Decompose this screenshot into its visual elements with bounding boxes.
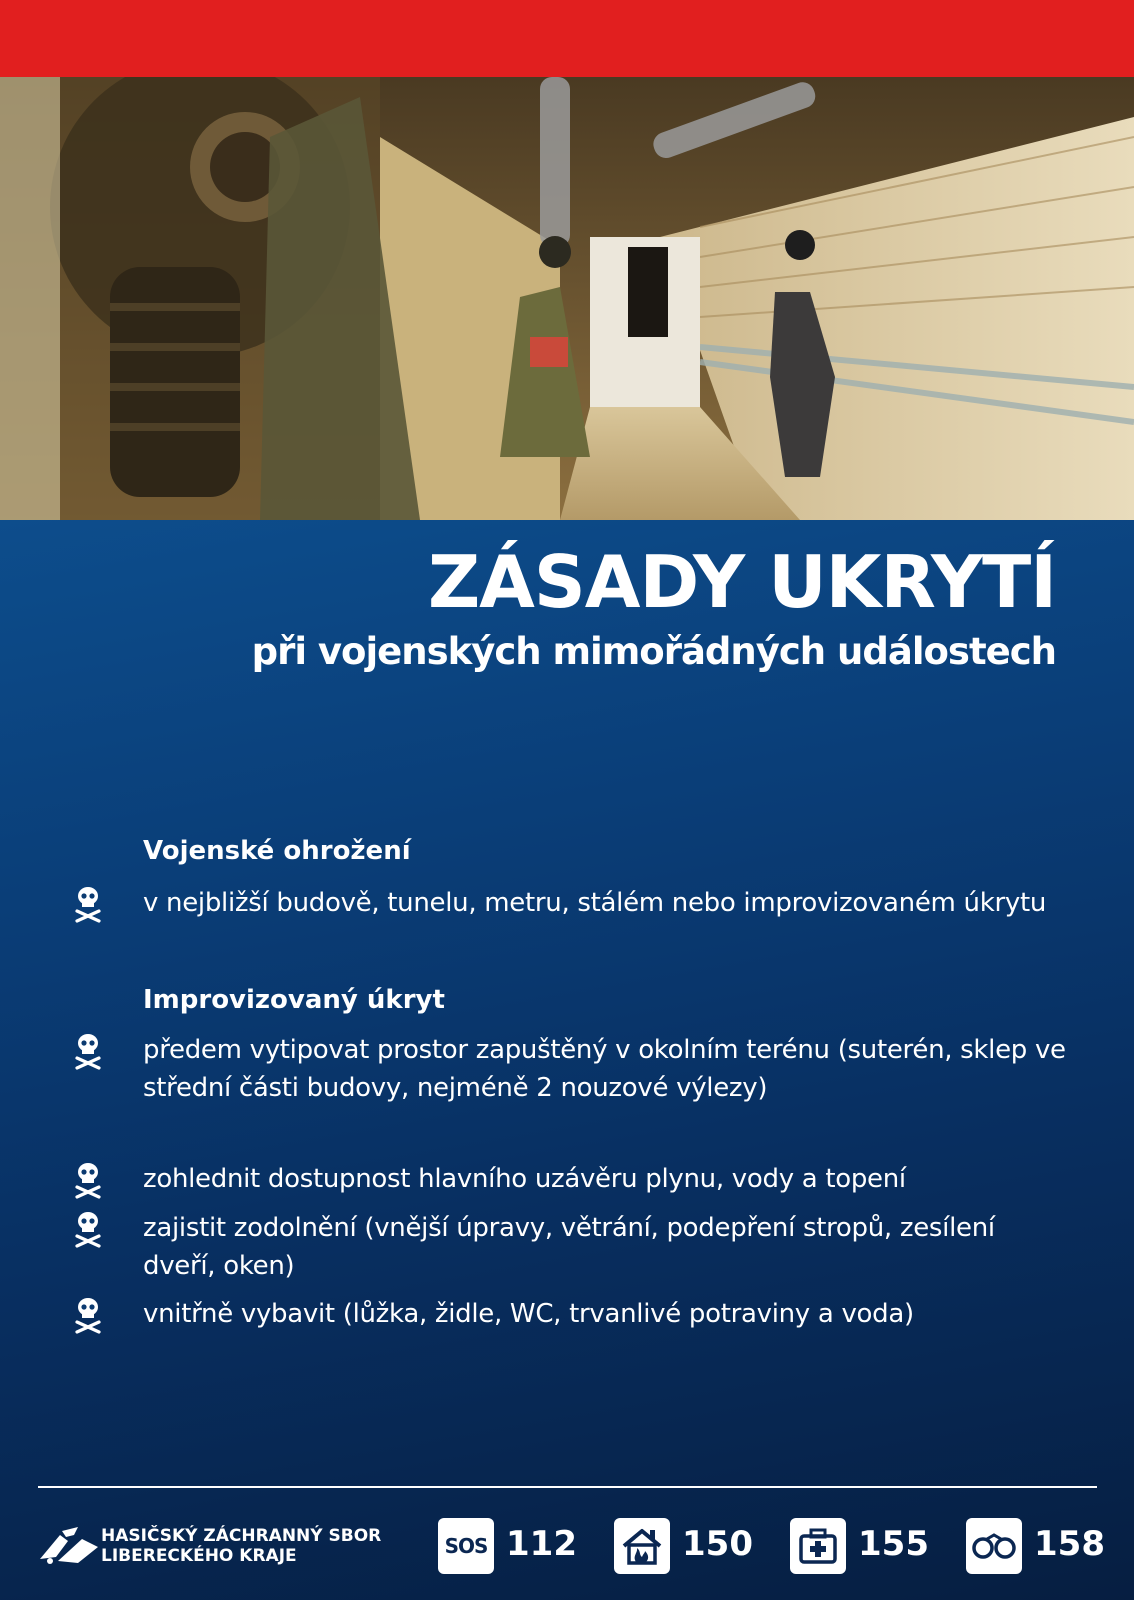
sos-icon: SOS — [438, 1518, 494, 1574]
emergency-number-158: 158 — [1034, 1524, 1105, 1564]
page-title: ZÁSADY UKRYTÍ — [427, 540, 1056, 624]
section-heading-military-threat: Vojenské ohrožení — [143, 836, 411, 866]
organization-name — [101, 1526, 381, 1566]
skull-crossbones-icon — [74, 1033, 102, 1071]
list-item-text: vnitřně vybavit (lůžka, židle, WC, trvanlivé potraviny a voda) — [143, 1299, 914, 1329]
fire-rescue-logo-icon — [38, 1525, 102, 1565]
list-item-text: v nejbližší budově, tunelu, metru, stálém nebo improvizovaném úkrytu — [143, 888, 1047, 918]
fire-house-icon — [614, 1518, 670, 1574]
handcuffs-icon — [966, 1518, 1022, 1574]
list-item-text: zajistit zodolnění (vnější úpravy, větrání, podepření stropů, zesílení dveří, oken) — [143, 1213, 995, 1281]
list-item-text: zohlednit dostupnost hlavního uzávěru plynu, vody a topení — [143, 1164, 906, 1194]
page-subtitle: při vojenských mimořádných událostech — [251, 630, 1056, 673]
skull-crossbones-icon — [74, 886, 102, 924]
first-aid-kit-icon — [790, 1518, 846, 1574]
list-item-text: předem vytipovat prostor zapuštěný v okolním terénu (suterén, sklep ve střední části budovy, nejméně 2 nouzové výlezy) — [143, 1035, 1066, 1103]
footer-divider — [38, 1486, 1097, 1488]
skull-crossbones-icon — [74, 1162, 102, 1200]
org-line-2: LIBERECKÉHO KRAJE — [101, 1546, 297, 1566]
top-red-bar — [0, 0, 1134, 77]
skull-crossbones-icon — [74, 1211, 102, 1249]
emergency-number-112: 112 — [506, 1524, 577, 1564]
section-heading-improvised-shelter: Improvizovaný úkryt — [143, 985, 445, 1015]
emergency-number-150: 150 — [682, 1524, 753, 1564]
emergency-number-155: 155 — [858, 1524, 929, 1564]
org-line-1: HASIČSKÝ ZÁCHRANNÝ SBOR — [101, 1526, 382, 1546]
skull-crossbones-icon — [74, 1297, 102, 1335]
bunker-corridor-photo — [0, 77, 1134, 520]
